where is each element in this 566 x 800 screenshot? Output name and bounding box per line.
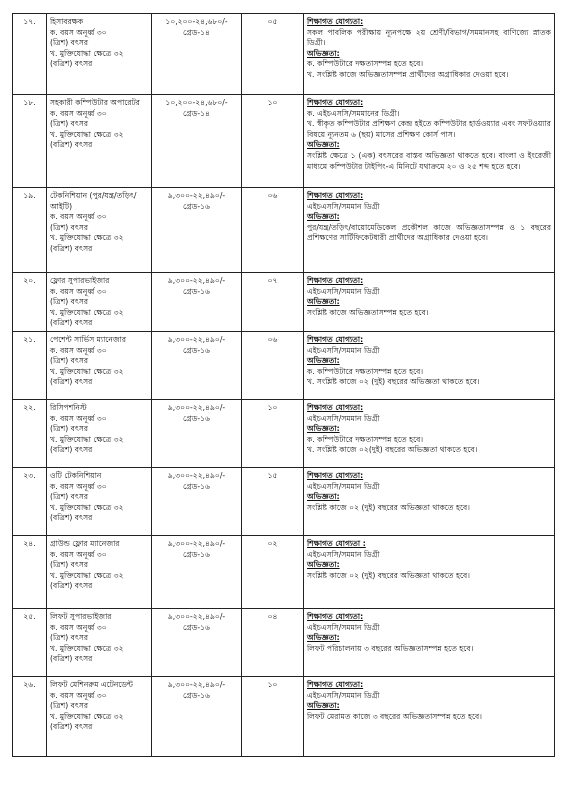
requirements-cell (304, 467, 555, 535)
age-line: (ত্রিশ) বৎসর (50, 492, 89, 502)
grade: গ্রেড-১৬ (183, 413, 210, 423)
age-line: (বত্রিশ) বৎসর (50, 243, 93, 253)
experience-line: সংশ্লিষ্ট কাজে ০২ (দুই) বছরের অভিজ্ঞতা থাকতে হবে। (307, 570, 470, 580)
table-row (13, 399, 555, 467)
age-line: (ত্রিশ) বৎসর (50, 701, 89, 711)
pay-scale: ৯,৩০০-২২,৪৯০/- (167, 611, 226, 621)
age-line: (ত্রিশ) বৎসর (50, 38, 89, 48)
serial-cell: ১৮. (13, 95, 47, 188)
age-line: (বত্রিশ) বৎসর (50, 581, 93, 591)
age-line: ক. বয়স অনূর্ধ্ব ৩০ (50, 690, 107, 700)
post-cell (47, 14, 152, 95)
education-heading: শিক্ষাগত যোগ্যতা: (307, 334, 364, 344)
age-line: (বত্রিশ) বৎসর (50, 318, 93, 328)
table-body (13, 14, 555, 757)
post-cell (47, 608, 152, 676)
education-heading: শিক্ষাগত যোগ্যতা : (307, 538, 366, 548)
age-line: খ. মুক্তিযোদ্ধা ক্ষেত্রে ৩২ (50, 129, 124, 139)
post-cell (47, 676, 152, 756)
experience-line: লিফট পরিচালনায় ৩ বছরের অভিজ্ঞতাসম্পন্ন হতে হবে। (307, 643, 474, 653)
pay-scale-cell (152, 188, 242, 273)
table-row (13, 608, 555, 676)
post-title: পেশেন্ট সার্ভিস ম্যানেজার (50, 334, 127, 344)
table-row (13, 676, 555, 756)
age-line: ক. বয়স অনূর্ধ্ব ৩০ (50, 622, 107, 632)
age-line: ক. বয়স অনূর্ধ্ব ৩০ (50, 286, 107, 296)
pay-scale: ৯,৩০০-২২,৪৯০/- (167, 470, 226, 480)
post-title: টেকনিশিয়ান (পুর/যন্ত্র/তড়িৎ/আইটি) (50, 191, 137, 211)
requirements-cell (304, 331, 555, 399)
post-title: হিসাবরক্ষক (50, 17, 84, 26)
education-line: এইচএসসি/সমমান ডিগ্রী (307, 690, 380, 700)
age-line: খ. মুক্তিযোদ্ধা ক্ষেত্রে ৩২ (50, 434, 124, 444)
age-line: খ. মুক্তিযোদ্ধা ক্ষেত্রে ৩২ (50, 366, 124, 376)
pay-scale: ৯,৩০০-২২,৪৯০/- (167, 679, 226, 689)
experience-line: ক. কম্পিউটারে দক্ষতাসম্পন্ন হতে হবে। (307, 434, 424, 444)
requirements-cell (304, 676, 555, 756)
education-line: সকল পাবলিক পরীক্ষায় ন্যূনপক্ষে ২য় শ্রেণী/বিভাগ/সমমানসহ বাণিজ্যে স্নাতক ডিগ্রী। (307, 27, 551, 48)
serial-cell: ২১. (13, 331, 47, 399)
experience-heading: অভিজ্ঞতা: (307, 633, 340, 643)
experience-heading: অভিজ্ঞতা: (307, 140, 340, 150)
age-line: খ. মুক্তিযোদ্ধা ক্ষেত্রে ৩২ (50, 307, 124, 317)
post-count-cell: ০৬ (242, 188, 304, 273)
post-cell (47, 535, 152, 608)
experience-heading: অভিজ্ঞতা: (307, 424, 340, 434)
experience-line: ক. কম্পিউটারে দক্ষতাসম্পন্ন হতে হবে। (307, 59, 424, 69)
post-count-cell: ০৫ (242, 14, 304, 95)
education-heading: শিক্ষাগত যোগ্যতা: (307, 679, 364, 689)
age-line: (ত্রিশ) বৎসর (50, 560, 89, 570)
pay-scale-cell (152, 535, 242, 608)
experience-line: সংশ্লিষ্ট কাজে অভিজ্ঞতাসম্পন্ন হতে হবে। (307, 307, 429, 317)
education-line: এইচএসসি/সমমান ডিগ্রী (307, 413, 380, 423)
pay-scale-cell (152, 676, 242, 756)
age-line: খ. মুক্তিযোদ্ধা ক্ষেত্রে ৩২ (50, 233, 124, 243)
experience-heading: অভিজ্ঞতা: (307, 356, 340, 366)
table-row (13, 14, 555, 95)
education-heading: শিক্ষাগত যোগ্যতা: (307, 17, 364, 26)
age-line: (বত্রিশ) বৎসর (50, 445, 93, 455)
education-heading: শিক্ষাগত যোগ্যতা: (307, 402, 364, 412)
post-cell (47, 399, 152, 467)
age-line: ক. বয়স অনূর্ধ্ব ৩০ (50, 345, 107, 355)
experience-heading: অভিজ্ঞতা: (307, 212, 340, 222)
grade: গ্রেড-১৬ (183, 345, 210, 355)
pay-scale: ১০,২০০-২৪,৬৮০/- (165, 17, 228, 26)
age-line: ক. বয়স অনূর্ধ্ব ৩০ (50, 212, 107, 222)
pay-scale: ১০,২০০-২৪,৬৮০/- (165, 98, 228, 107)
experience-line: ক. কম্পিউটারে দক্ষতাসম্পন্ন হতে হবে। (307, 366, 424, 376)
experience-heading: অভিজ্ঞতা: (307, 560, 340, 570)
post-count-cell: ১৫ (242, 467, 304, 535)
experience-line: সংশ্লিষ্ট কাজে ০২ (দুই) বছরের অভিজ্ঞতা থাকতে হবে। (307, 502, 470, 512)
age-line: (ত্রিশ) বৎসর (50, 356, 89, 366)
post-title: ওটি টেকনিশিয়ান (50, 470, 102, 480)
experience-heading: অভিজ্ঞতা: (307, 297, 340, 307)
age-line: (বত্রিশ) বৎসর (50, 722, 93, 732)
experience-line: সংশ্লিষ্ট ক্ষেত্রে ১ (এক) বৎসরের বাস্তব অভিজ্ঞতা থাকতে হবে। বাংলা ও ইংরেজী মাধ্যমে কম্পিউটার টাইপিং-এ মিনিটে যথাক্রমে ২০ ও ২৫ শব্দ হতে হবে। (307, 150, 551, 171)
requirements-cell (304, 608, 555, 676)
age-line: ক. বয়স অনূর্ধ্ব ৩০ (50, 549, 107, 559)
requirements-cell (304, 273, 555, 332)
pay-scale-cell (152, 95, 242, 188)
job-requirements-table (12, 13, 555, 757)
education-line: এইচএসসি/সমমান ডিগ্রী (307, 622, 380, 632)
grade: গ্রেড-১৬ (183, 622, 210, 632)
age-line: (ত্রিশ) বৎসর (50, 222, 89, 232)
age-line: খ. মুক্তিযোদ্ধা ক্ষেত্রে ৩২ (50, 570, 124, 580)
post-count-cell: ০৬ (242, 331, 304, 399)
table-row (13, 535, 555, 608)
education-line: ক. এইচএসসি/সমমানের ডিগ্রী। (307, 108, 400, 118)
serial-cell: ২৬. (13, 676, 47, 756)
post-title: ফ্লোর সুপারভাইজার (50, 276, 110, 285)
grade: গ্রেড-১৬ (183, 690, 210, 700)
serial-cell: ১৭. (13, 14, 47, 95)
post-cell (47, 331, 152, 399)
education-line: এইচএসসি/সমমান ডিগ্রী (307, 549, 380, 559)
pay-scale: ৯,৩০০-২২,৪৯০/- (167, 191, 226, 200)
serial-cell: ২০. (13, 273, 47, 332)
education-heading: শিক্ষাগত যোগ্যতা: (307, 470, 364, 480)
table-row (13, 331, 555, 399)
education-heading: শিক্ষাগত যোগ্যতা: (307, 276, 364, 285)
experience-line: খ. সংশ্লিষ্ট কাজে ০২ (দুই) বছরের অভিজ্ঞতা থাকতে হবে। (307, 377, 480, 387)
pay-scale: ৯,৩০০-২২,৪৯০/- (167, 334, 226, 344)
post-title: রিসিপশনিস্ট (50, 402, 87, 412)
post-count-cell: ০২ (242, 535, 304, 608)
age-line: (বত্রিশ) বৎসর (50, 377, 93, 387)
serial-cell: ২২. (13, 399, 47, 467)
education-line: এইচএসসি/সমমান ডিগ্রী (307, 201, 380, 211)
post-cell (47, 95, 152, 188)
experience-heading: অভিজ্ঞতা: (307, 492, 340, 502)
pay-scale-cell (152, 399, 242, 467)
pay-scale-cell (152, 608, 242, 676)
education-heading: শিক্ষাগত যোগ্যতা: (307, 611, 364, 621)
age-line: ক. বয়স অনূর্ধ্ব ৩০ (50, 108, 107, 118)
age-line: (ত্রিশ) বৎসর (50, 633, 89, 643)
education-line: এইচএসসি/সমমান ডিগ্রী (307, 345, 380, 355)
serial-cell: ২৫. (13, 608, 47, 676)
table-row (13, 467, 555, 535)
post-count-cell: ১০ (242, 399, 304, 467)
requirements-cell (304, 14, 555, 95)
grade: গ্রেড-১৪ (183, 108, 210, 118)
pay-scale-cell (152, 331, 242, 399)
experience-line: লিফট মেরামত কাজে ৩ বছরের অভিজ্ঞতাসম্পন্ন হতে হবে। (307, 711, 482, 721)
age-line: (বত্রিশ) বৎসর (50, 654, 93, 664)
age-line: (বত্রিশ) বৎসর (50, 59, 93, 69)
pay-scale: ৯,৩০০-২২,৪৯০/- (167, 538, 226, 548)
education-line: এইচএসসি/সমমান ডিগ্রী (307, 481, 380, 491)
grade: গ্রেড-১৬ (183, 286, 210, 296)
requirements-cell (304, 535, 555, 608)
requirements-cell (304, 399, 555, 467)
post-cell (47, 273, 152, 332)
age-line: (ত্রিশ) বৎসর (50, 424, 89, 434)
education-heading: শিক্ষাগত যোগ্যতা: (307, 191, 364, 200)
pay-scale-cell (152, 273, 242, 332)
grade: গ্রেড-১৬ (183, 201, 210, 211)
experience-line: পুর/যন্ত্র/তড়িৎ/বায়োমেডিকেল প্রকৌশল কাজে অভিজ্ঞতাসম্পন্ন ও ১ বছরের প্রশিক্ষণের সার্টিফিকেটধারী প্রার্থীদের অগ্রাধিকার দেওয়া হবে। (307, 222, 551, 243)
post-cell (47, 467, 152, 535)
post-title: গ্রাউন্ড ফ্লোর ম্যানেজার (50, 538, 120, 548)
age-line: ক. বয়স অনূর্ধ্ব ৩০ (50, 413, 107, 423)
pay-scale-cell (152, 467, 242, 535)
experience-heading: অভিজ্ঞতা: (307, 48, 340, 58)
requirements-cell (304, 188, 555, 273)
pay-scale: ৯,৩০০-২২,৪৯০/- (167, 276, 226, 285)
post-cell (47, 188, 152, 273)
age-line: (বত্রিশ) বৎসর (50, 513, 93, 523)
grade: গ্রেড-১৪ (183, 27, 210, 37)
post-count-cell: ০৪ (242, 608, 304, 676)
grade: গ্রেড-১৬ (183, 481, 210, 491)
age-line: খ. মুক্তিযোদ্ধা ক্ষেত্রে ৩২ (50, 502, 124, 512)
post-count-cell: ১০ (242, 676, 304, 756)
age-line: খ. মুক্তিযোদ্ধা ক্ষেত্রে ৩২ (50, 48, 124, 58)
age-line: (ত্রিশ) বৎসর (50, 119, 89, 129)
table-row (13, 273, 555, 332)
experience-line: খ. সংশ্লিষ্ট কাজে ০২(দুই) বছরের অভিজ্ঞতা থাকতে হবে। (307, 445, 478, 455)
education-line: খ. স্বীকৃত কম্পিউটার প্রশিক্ষণ কেন্দ্র হইতে কম্পিউটার হার্ডওয়্যার এবং সফটওয়্যার বিষয়ে ন্যূনতম ৬ (ছয়) মাসের প্রশিক্ষণ কোর্স পাস। (307, 119, 551, 139)
post-count-cell: ১০ (242, 95, 304, 188)
age-line: ক. বয়স অনূর্ধ্ব ৩০ (50, 27, 107, 37)
table-row (13, 95, 555, 188)
age-line: খ. মুক্তিযোদ্ধা ক্ষেত্রে ৩২ (50, 711, 124, 721)
experience-line: খ. সংশ্লিষ্ট কাজে অভিজ্ঞতাসম্পন্ন প্রার্থীদের অগ্রাধিকার দেওয়া হবে। (307, 69, 509, 79)
table-row (13, 188, 555, 273)
post-title: লিফট সুপারভাইজার (50, 611, 112, 621)
post-count-cell: ০৭ (242, 273, 304, 332)
age-line: ক. বয়স অনূর্ধ্ব ৩০ (50, 481, 107, 491)
age-line: (বত্রিশ) বৎসর (50, 140, 93, 150)
requirements-cell (304, 95, 555, 188)
pay-scale: ৯,৩০০-২২,৪৯০/- (167, 402, 226, 412)
experience-heading: অভিজ্ঞতা: (307, 701, 340, 711)
grade: গ্রেড-১৬ (183, 549, 210, 559)
age-line: (ত্রিশ) বৎসর (50, 297, 89, 307)
serial-cell: ২৩. (13, 467, 47, 535)
serial-cell: ১৯. (13, 188, 47, 273)
serial-cell: ২৪. (13, 535, 47, 608)
post-title: সহকারী কম্পিউটার অপারেটর (50, 98, 140, 107)
age-line: খ. মুক্তিযোদ্ধা ক্ষেত্রে ৩২ (50, 643, 124, 653)
pay-scale-cell (152, 14, 242, 95)
education-line: এইচএসসি/সমমান ডিগ্রী (307, 286, 380, 296)
post-title: লিফট মেশিনরুম এটেনডেন্ট (50, 679, 133, 689)
education-heading: শিক্ষাগত যোগ্যতা: (307, 98, 364, 107)
